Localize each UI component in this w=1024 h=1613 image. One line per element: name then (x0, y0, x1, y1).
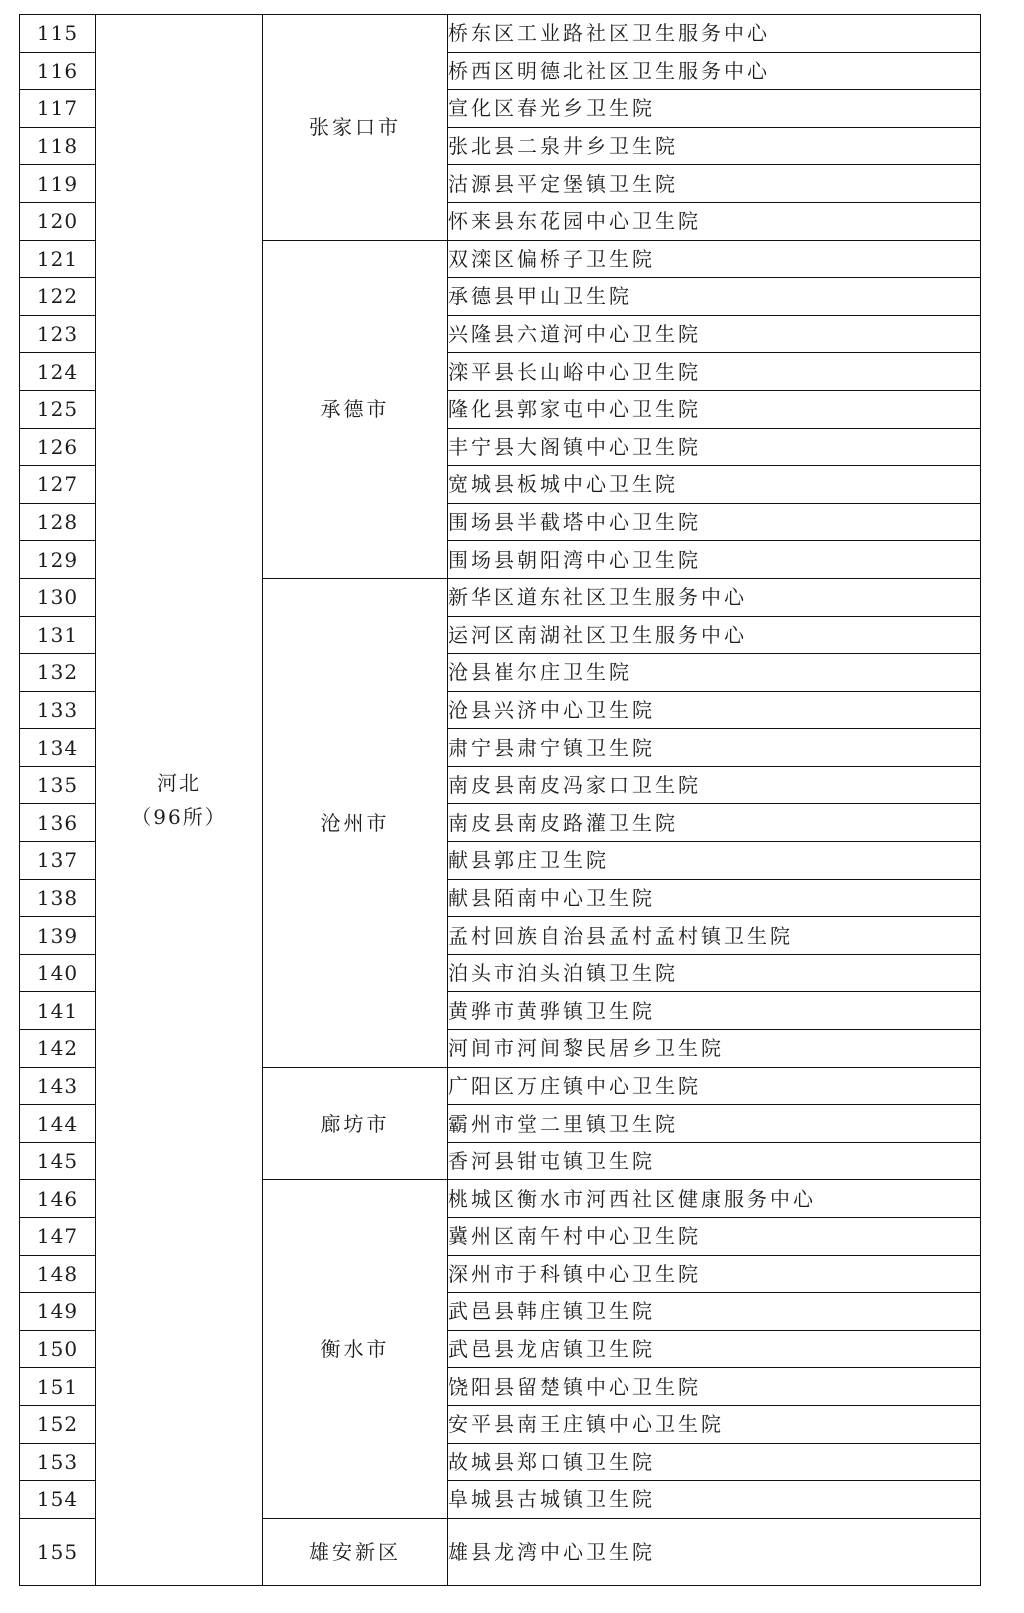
row-number: 151 (20, 1368, 96, 1406)
institution-name: 冀州区南午村中心卫生院 (448, 1218, 981, 1256)
row-number: 136 (20, 804, 96, 842)
row-number: 139 (20, 917, 96, 955)
row-number: 121 (20, 240, 96, 278)
institution-name: 肃宁县肃宁镇卫生院 (448, 729, 981, 767)
row-number: 129 (20, 541, 96, 579)
city-cell-cangzhou: 沧州市 (263, 578, 448, 1067)
institution-name: 河间市河间黎民居乡卫生院 (448, 1030, 981, 1068)
row-number: 133 (20, 691, 96, 729)
row-number: 144 (20, 1105, 96, 1143)
institution-name: 武邑县韩庄镇卫生院 (448, 1293, 981, 1331)
row-number: 137 (20, 842, 96, 880)
institution-name: 香河县钳屯镇卫生院 (448, 1142, 981, 1180)
institution-name: 深州市于科镇中心卫生院 (448, 1255, 981, 1293)
row-number: 132 (20, 654, 96, 692)
institution-name: 滦平县长山峪中心卫生院 (448, 353, 981, 391)
row-number: 118 (20, 127, 96, 165)
institution-name: 沧县崔尔庄卫生院 (448, 654, 981, 692)
row-number: 145 (20, 1142, 96, 1180)
institution-name: 兴隆县六道河中心卫生院 (448, 315, 981, 353)
institution-name: 故城县郑口镇卫生院 (448, 1443, 981, 1481)
institution-name: 桃城区衡水市河西社区健康服务中心 (448, 1180, 981, 1218)
row-number: 154 (20, 1481, 96, 1519)
institution-name: 丰宁县大阁镇中心卫生院 (448, 428, 981, 466)
institution-name: 孟村回族自治县孟村孟村镇卫生院 (448, 917, 981, 955)
institution-name: 南皮县南皮冯家口卫生院 (448, 766, 981, 804)
institution-name: 怀来县东花园中心卫生院 (448, 202, 981, 240)
row-number: 130 (20, 578, 96, 616)
city-cell-chengde: 承德市 (263, 240, 448, 578)
row-number: 155 (20, 1518, 96, 1585)
institution-name: 泊头市泊头泊镇卫生院 (448, 954, 981, 992)
row-number: 126 (20, 428, 96, 466)
institution-name: 桥西区明德北社区卫生服务中心 (448, 52, 981, 90)
institution-name: 桥东区工业路社区卫生服务中心 (448, 15, 981, 53)
institution-name: 饶阳县留楚镇中心卫生院 (448, 1368, 981, 1406)
row-number: 141 (20, 992, 96, 1030)
row-number: 152 (20, 1405, 96, 1443)
institution-name: 阜城县古城镇卫生院 (448, 1481, 981, 1519)
province-name: 河北 (157, 770, 201, 795)
city-cell-langfang: 廊坊市 (263, 1067, 448, 1180)
row-number: 142 (20, 1030, 96, 1068)
row-number: 143 (20, 1067, 96, 1105)
city-cell-hengshui: 衡水市 (263, 1180, 448, 1518)
institution-name: 承德县甲山卫生院 (448, 278, 981, 316)
province-count: （96所） (131, 804, 227, 829)
row-number: 150 (20, 1330, 96, 1368)
row-number: 117 (20, 90, 96, 128)
institution-name: 张北县二泉井乡卫生院 (448, 127, 981, 165)
row-number: 115 (20, 15, 96, 53)
row-number: 122 (20, 278, 96, 316)
city-cell-zhangjiakou: 张家口市 (263, 15, 448, 241)
row-number: 124 (20, 353, 96, 391)
institution-name: 运河区南湖社区卫生服务中心 (448, 616, 981, 654)
city-cell-xiongan: 雄安新区 (263, 1518, 448, 1585)
institution-name: 献县郭庄卫生院 (448, 842, 981, 880)
table-row (20, 15, 981, 53)
row-number: 131 (20, 616, 96, 654)
institution-name: 武邑县龙店镇卫生院 (448, 1330, 981, 1368)
row-number: 120 (20, 202, 96, 240)
row-number: 134 (20, 729, 96, 767)
institution-name: 安平县南王庄镇中心卫生院 (448, 1405, 981, 1443)
institution-table (19, 14, 981, 1586)
institution-name: 隆化县郭家屯中心卫生院 (448, 390, 981, 428)
row-number: 149 (20, 1293, 96, 1331)
institution-name: 宣化区春光乡卫生院 (448, 90, 981, 128)
row-number: 153 (20, 1443, 96, 1481)
row-number: 128 (20, 503, 96, 541)
institution-name: 新华区道东社区卫生服务中心 (448, 578, 981, 616)
institution-name: 沧县兴济中心卫生院 (448, 691, 981, 729)
row-number: 146 (20, 1180, 96, 1218)
row-number: 147 (20, 1218, 96, 1256)
row-number: 119 (20, 165, 96, 203)
institution-name: 沽源县平定堡镇卫生院 (448, 165, 981, 203)
institution-name: 黄骅市黄骅镇卫生院 (448, 992, 981, 1030)
institution-name: 围场县半截塔中心卫生院 (448, 503, 981, 541)
institution-name: 广阳区万庄镇中心卫生院 (448, 1067, 981, 1105)
institution-name: 围场县朝阳湾中心卫生院 (448, 541, 981, 579)
row-number: 127 (20, 466, 96, 504)
institution-name: 雄县龙湾中心卫生院 (448, 1518, 981, 1585)
row-number: 148 (20, 1255, 96, 1293)
row-number: 138 (20, 879, 96, 917)
row-number: 140 (20, 954, 96, 992)
row-number: 116 (20, 52, 96, 90)
province-cell (96, 15, 263, 1586)
row-number: 123 (20, 315, 96, 353)
institution-name: 献县陌南中心卫生院 (448, 879, 981, 917)
institution-name: 宽城县板城中心卫生院 (448, 466, 981, 504)
institution-name: 南皮县南皮路灌卫生院 (448, 804, 981, 842)
row-number: 125 (20, 390, 96, 428)
institution-name: 双滦区偏桥子卫生院 (448, 240, 981, 278)
institution-name: 霸州市堂二里镇卫生院 (448, 1105, 981, 1143)
row-number: 135 (20, 766, 96, 804)
